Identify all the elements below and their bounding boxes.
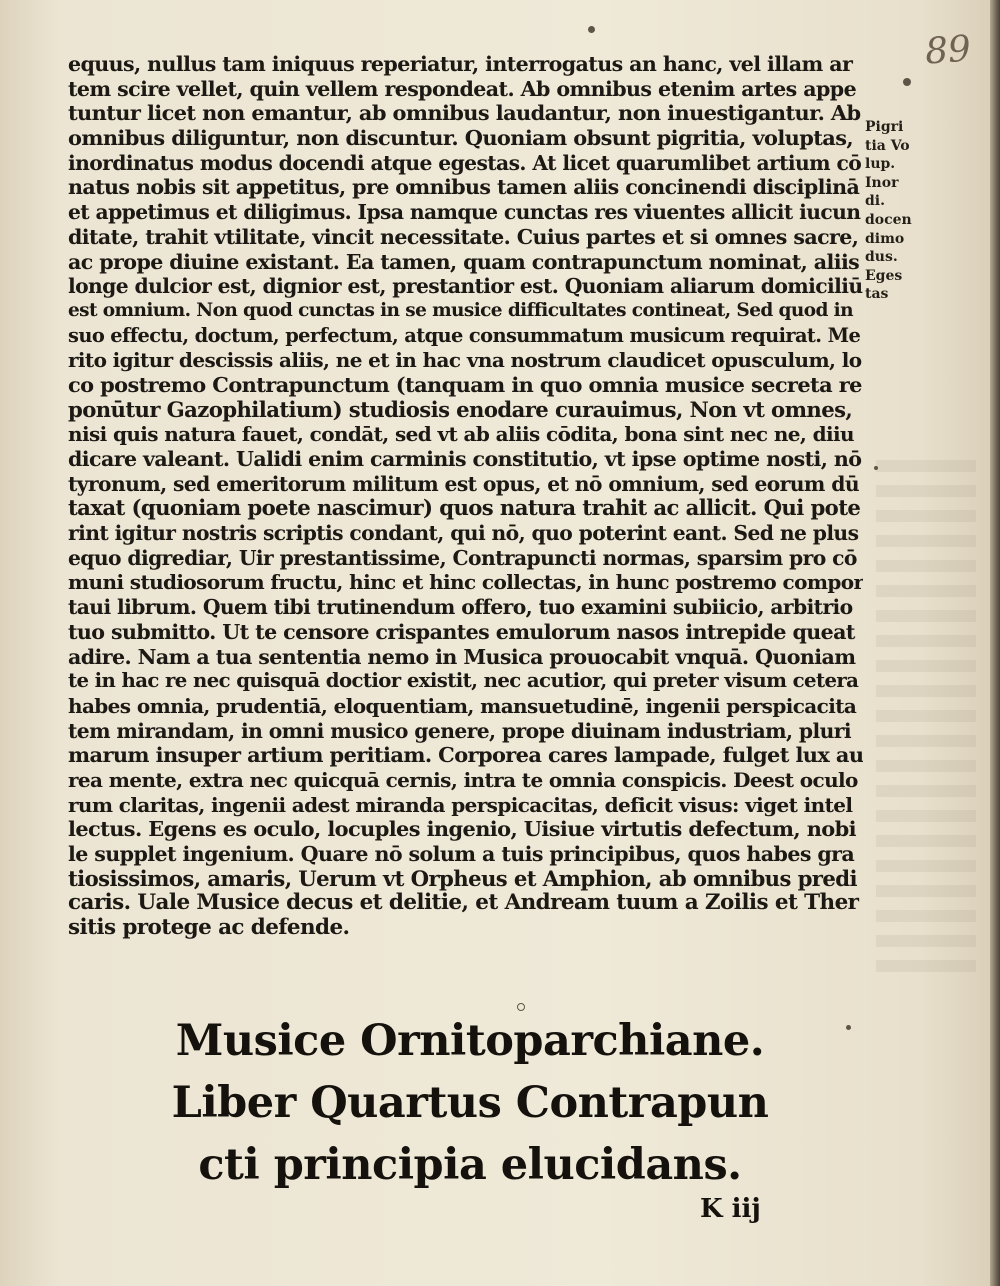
bleed-through-shadow [876,460,976,980]
margin-note: tia Vo [865,137,910,154]
text-line: tuo submitto. Ut te censore crispantes emulorum nasos intrepide queat [68,619,855,644]
text-line: nisi quis natura fauet, condāt, sed vt ab aliis cōdita, bona sint nec ne, diiu [68,422,854,447]
text-line: le supplet ingenium. Quare nō solum a tuis principibus, quos habes gra [68,842,855,866]
text-line: tuntur licet non emantur, ab omnibus laudantur, non inuestigantur. Ab [68,101,861,126]
margin-note: dus. [865,249,898,266]
text-line: ditate, trahit vtilitate, vincit necessitate. Cuius partes et si omnes sacre, [68,224,859,249]
text-line: rea mente, extra nec quicquā cernis, intra te omnia conspicis. Deest oculo [68,767,858,792]
text-line: natus nobis sit appetitus, pre omnibus tamen aliis concinendi disciplinā [68,175,860,200]
ink-speck [846,1025,851,1030]
margin-note: tas [865,286,889,303]
text-line: habes omnia, prudentiā, eloquentiam, mansuetudinē, ingenii perspicacita [68,693,857,718]
text-line: equo digrediar, Uir prestantissime, Contrapuncti normas, sparsim pro cō [68,545,857,570]
text-line: caris. Uale Musice decus et delitie, et Andream tuum a Zoilis et Ther [68,891,859,916]
margin-note: lup. [865,156,896,173]
margin-note: docen [865,211,912,228]
ink-speck [517,1003,525,1011]
text-line: muni studiosorum fructu, hinc et hinc collectas, in hunc postremo compor [68,570,863,595]
text-line: tem mirandam, in omni musico genere, prope diuinam industriam, pluri [68,718,851,743]
heading-line: cti principia elucidans. [198,1140,742,1190]
heading-line: Liber Quartus Contrapun [171,1078,769,1128]
margin-note: dimo [865,230,905,247]
text-line: taxat (quoniam poete nascimur) quos natura trahit ac allicit. Qui pote [68,496,861,521]
text-line: ponūtur Gazophilatium) studiosis enodare curauimus, Non vt omnes, [68,397,853,422]
text-line: marum insuper artium peritiam. Corporea cares lampade, fulget lux au [68,743,863,768]
text-line: longe dulcior est, dignior est, prestantior est. Quoniam aliarum domiciliū [68,274,863,299]
ink-speck [874,466,878,470]
text-line: tiosissimos, amaris, Uerum vt Orpheus et Amphion, ab omnibus predi [68,866,857,891]
text-line: equus, nullus tam iniquus reperiatur, interrogatus an hanc, vel illam ar [68,52,853,76]
text-line: taui librum. Quem tibi trutinendum offero, tuo examini subiicio, arbitrio [68,595,853,620]
margin-note: Inor [865,174,899,191]
text-line: rint igitur nostris scriptis condant, qui nō, quo poterint eant. Sed ne plus [68,521,859,546]
text-line: adire. Nam a tua sententia nemo in Musica prouocabit vnquā. Quoniam [68,644,856,669]
text-line: rum claritas, ingenii adest miranda perspicacitas, deficit visus: viget intel [68,792,853,817]
ink-speck [903,78,911,86]
text-line: rito igitur descissis aliis, ne et in hac vna nostrum claudicet opusculum, lo [68,348,862,373]
text-line: omnibus diliguntur, non discuntur. Quoniam obsunt pigritia, voluptas, [68,126,854,151]
text-line: tyronum, sed emeritorum militum est opus, et nō omnium, sed eorum dū [68,471,859,496]
heading-line: Musice Ornitoparchiane. [175,1016,765,1066]
book-heading [160,1010,780,1196]
epistle-text [68,52,863,941]
folio-number: 89 [923,28,973,73]
ink-speck [588,26,595,33]
text-line: suo effectu, doctum, perfectum, atque consummatum musicum requirat. Me [68,323,861,347]
text-line: ac prope diuine existant. Ea tamen, quam contrapunctum nominat, aliis [68,249,860,274]
text-line: tem scire vellet, quin vellem respondeat. Ab omnibus etenim artes appe [68,76,857,101]
page-spine-edge [990,0,1000,1286]
text-line: lectus. Egens es oculo, locuples ingenio, Uisiue virtutis defectum, nobi [68,817,856,842]
text-line: co postremo Contrapunctum (tanquam in quo omnia musice secreta re [68,372,862,397]
text-line: te in hac re nec quisquā doctior existit, nec acutior, qui preter visum cetera [68,669,859,693]
text-line: est omnium. Non quod cunctas in se musice difficultates contineat, Sed quod in [68,299,853,321]
margin-note: di. [865,193,885,210]
text-line: et appetimus et diligimus. Ipsa namque cunctas res viuentes allicit iucun [68,200,861,225]
signature-mark: K iij [700,1194,761,1224]
marginal-notes [865,118,940,304]
text-line: dicare valeant. Ualidi enim carminis constitutio, vt ipse optime nosti, nō [68,447,862,471]
margin-note: Eges [865,267,903,284]
margin-note: Pigri [865,119,904,135]
text-line: inordinatus modus docendi atque egestas. At licet quarumlibet artium cō [68,150,862,175]
text-line: sitis protege ac defende. [68,916,350,941]
